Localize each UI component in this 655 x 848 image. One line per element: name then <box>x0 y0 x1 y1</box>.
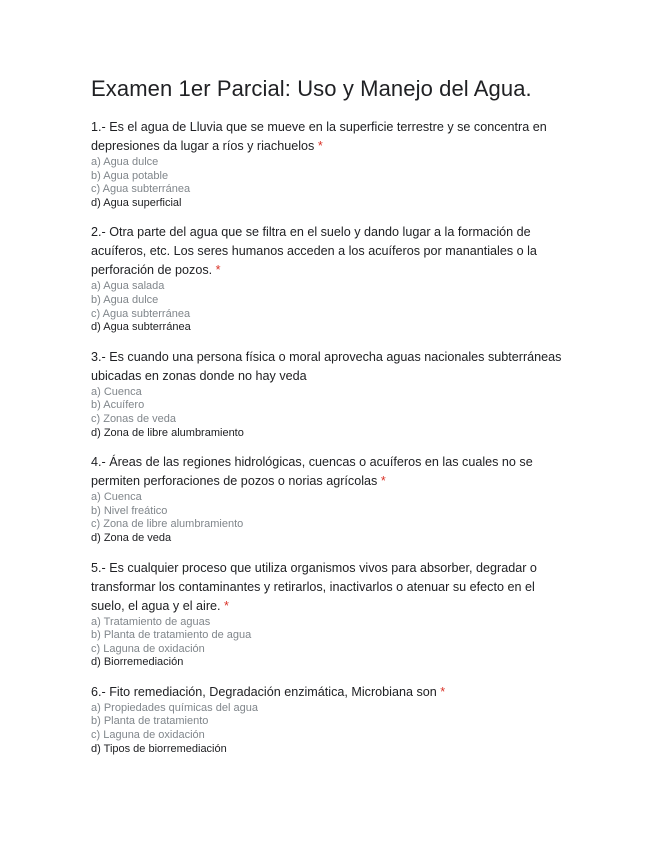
answer-option: c) Zona de libre alumbramiento <box>91 518 244 531</box>
answer-option-selected: d) Tipos de biorremediación <box>91 742 227 755</box>
required-asterisk: * <box>215 263 221 278</box>
answer-option-selected: d) Zona de libre alumbramiento <box>91 426 244 439</box>
question-2 <box>91 223 571 334</box>
answer-option: a) Agua salada <box>91 280 165 293</box>
answer-option: b) Agua potable <box>91 169 169 182</box>
question-1 <box>91 118 571 210</box>
answer-option: a) Agua dulce <box>91 156 159 168</box>
question-6 <box>91 683 571 756</box>
question-5 <box>91 559 571 670</box>
exam-document <box>91 74 571 769</box>
required-asterisk: * <box>224 598 229 613</box>
answer-option: b) Agua dulce <box>91 293 159 306</box>
answer-option: a) Tratamiento de aguas <box>91 615 211 628</box>
answer-option-selected: d) Zona de veda <box>91 531 172 544</box>
answer-option: c) Zonas de veda <box>91 412 176 425</box>
question-text <box>91 118 571 156</box>
answer-option: a) Cuenca <box>91 491 142 504</box>
answer-option: c) Agua subterránea <box>91 307 191 320</box>
answer-option: c) Laguna de oxidación <box>91 729 205 742</box>
answer-option: a) Cuenca <box>91 385 142 398</box>
answer-option: a) Propiedades químicas del agua <box>91 701 258 714</box>
question-text <box>91 559 571 616</box>
question-3 <box>91 348 571 440</box>
exam-title: Examen 1er Parcial: Uso y Manejo del Agua. <box>91 76 532 101</box>
question-text <box>91 453 571 491</box>
answer-option: b) Planta de tratamiento <box>91 715 209 728</box>
required-asterisk: * <box>317 139 323 153</box>
question-4 <box>91 453 571 545</box>
required-asterisk: * <box>440 684 446 699</box>
question-text-content: 3.- Es cuando una persona física o moral aprovecha aguas nacionales subterráneas ubicadas en zonas donde no hay veda <box>91 349 562 383</box>
answer-option: c) Agua subterránea <box>91 183 191 196</box>
answer-option-selected: d) Agua subterránea <box>91 321 191 334</box>
question-text-content: 6.- Fito remediación, Degradación enzimática, Microbiana son <box>91 684 437 699</box>
answer-option-selected: d) Agua superficial <box>91 196 182 209</box>
answer-option: b) Nivel freático <box>91 504 168 517</box>
question-text <box>91 683 571 702</box>
answer-option: c) Laguna de oxidación <box>91 642 205 655</box>
question-text-content: 1.- Es el agua de Lluvia que se mueve en la superficie terrestre y se concentra en depresiones da lugar a ríos y riachuelos <box>91 120 547 153</box>
question-text-content: 2.- Otra parte del agua que se filtra en el suelo y dando lugar a la formación de acuíferos, etc. Los seres humanos acceden a los acuíferos por manantiales o la perforación de pozos. <box>91 225 537 278</box>
answer-option: b) Planta de tratamiento de agua <box>91 629 252 642</box>
required-asterisk: * <box>380 474 386 489</box>
question-text-content: 4.- Áreas de las regiones hidrológicas, cuencas o acuíferos en las cuales no se permiten perforaciones de pozos o norias agrícolas <box>91 455 533 489</box>
question-list <box>91 118 571 756</box>
question-text <box>91 223 571 280</box>
question-text-content: 5.- Es cualquier proceso que utiliza organismos vivos para absorber, degradar o transformar los contaminantes y retirarlos, inactivarlos o atenuar su efecto en el suelo, el agua y el aire. <box>91 560 537 613</box>
answer-option-selected: d) Biorremediación <box>91 656 184 669</box>
answer-option: b) Acuífero <box>91 399 145 412</box>
question-text <box>91 348 571 386</box>
